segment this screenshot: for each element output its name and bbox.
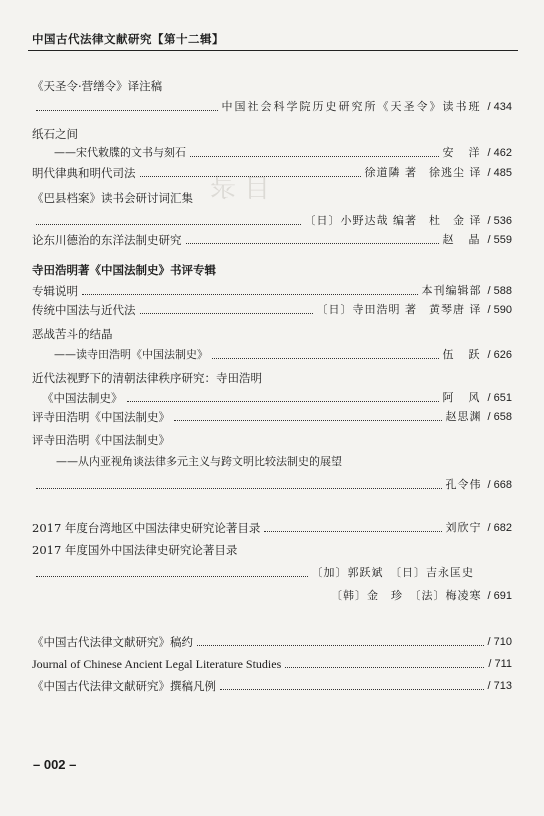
dot-leader [190,156,439,157]
toc-entry-author: 本刊编辑部 [421,284,482,297]
toc-entry-title: 《中国古代法律文献研究》撰稿凡例 [32,679,216,693]
toc-entry-title: 《天圣令·营缮令》译注稿 [32,79,163,93]
toc-entry-line [32,520,512,536]
toc-entry-line [32,347,512,363]
toc-entry-line [32,145,512,161]
toc-entry-page: / 658 [487,411,512,423]
toc-entry-line [32,302,512,318]
toc-entry-page: / 713 [487,680,512,692]
dot-leader [212,358,439,359]
dot-leader [36,576,308,577]
dot-leader [140,313,313,314]
toc-entry-subtitle: ——从内亚视角谈法律多元主义与跨文明比较法制史的展望 [56,455,342,468]
toc-entry-page: / 462 [487,147,512,159]
toc-entry-line [32,390,512,406]
toc-entry-author: 孔令伟 [445,478,482,491]
dot-leader [127,401,439,402]
header-rule [28,50,518,51]
toc-entry-author: 安 洋 [442,146,482,159]
toc-entry-line [32,283,512,299]
dot-leader [36,224,301,225]
bleed-through-text: 目 录 [210,174,271,204]
toc-entry-page: / 668 [487,479,512,491]
dot-leader [174,420,442,421]
dot-leader [285,667,484,668]
dot-leader [264,531,441,532]
toc-entry-line [32,99,512,115]
toc-entry-title: 《中国古代法律文献研究》稿约 [32,635,193,649]
toc-entry-author: 〔加〕郭跃斌 〔日〕吉永匡史 [311,566,474,579]
toc-entry-line [32,165,512,181]
toc-entry-page: / 559 [487,234,512,246]
section-heading: 寺田浩明著《中国法制史》书评专辑 [32,263,216,277]
page-number: – 002 – [33,757,77,772]
toc-entry-line [32,656,512,672]
toc-entry-page: / 588 [487,285,512,297]
toc-entry-page: / 682 [487,522,512,534]
toc-entry-page: / 651 [487,392,512,404]
toc-entry-author: 刘欣宁 [445,521,482,534]
toc-entry-title: 论东川德治的东洋法制史研究 [32,233,182,247]
toc-entry-title: 2017 年度国外中国法律史研究论著目录 [32,543,238,557]
toc-entry-title: Journal of Chinese Ancient Legal Literature Studies [32,657,282,671]
toc-entry-page: / 485 [487,167,512,179]
dot-leader [140,176,361,177]
toc-entry-author: 〔日〕小野达哉 编著 杜 金 译 [304,214,482,227]
toc-entry-author: 中国社会科学院历史研究所《天圣令》读书班 [221,100,482,113]
toc-entry-author: 赵 晶 [442,233,482,246]
toc-entry-title: 纸石之间 [32,127,78,141]
toc-entry-line [32,678,512,694]
toc-entry-page: / 710 [487,636,512,648]
toc-entry-title: 2017 年度台湾地区中国法律史研究论著目录 [32,521,261,535]
dot-leader [197,645,484,646]
toc-entry-title: 《巴县档案》读书会研讨词汇集 [32,191,193,205]
toc-entry-author: 〔韩〕金 珍 〔法〕梅凌寒 [331,589,482,602]
toc-entry-line [32,565,512,581]
toc-entry-page: / 691 [487,590,512,602]
toc-entry-author: 〔日〕寺田浩明 著 黄琴唐 译 [316,303,482,316]
toc-entry-title: 明代律典和明代司法 [32,166,136,180]
toc-entry-author: 阿 风 [442,391,482,404]
running-header: 中国古代法律文献研究【第十二辑】 [32,32,224,46]
toc-entry-line [32,634,512,650]
toc-entry-page: / 590 [487,304,512,316]
toc-entry-line [32,477,512,493]
dot-leader [36,110,218,111]
toc-entry-page: / 626 [487,349,512,361]
toc-entry-title-cont: 《中国法制史》 [42,391,123,405]
toc-entry-title: 恶战苦斗的结晶 [32,327,113,341]
toc-entry-author: 徐道隣 著 徐逃尘 译 [364,166,482,179]
toc-entry-author: 赵思渊 [445,410,482,423]
dot-leader [82,294,418,295]
toc-entry-title: 近代法视野下的清朝法律秩序研究：寺田浩明 [32,371,262,385]
dot-leader [36,488,442,489]
toc-entry-line [32,588,512,604]
toc-entry-page: / 711 [488,658,512,670]
toc-entry-title: 传统中国法与近代法 [32,303,136,317]
dot-leader [186,243,439,244]
dot-leader [220,689,484,690]
toc-entry-line [32,409,512,425]
toc-entry-author: 伍 跃 [442,348,482,361]
toc-entry-page: / 434 [487,101,512,113]
toc-entry-subtitle: ——读寺田浩明《中国法制史》 [54,348,208,361]
toc-entry-title: 评寺田浩明《中国法制史》 [32,410,170,424]
toc-entry-line [32,232,512,248]
toc-entry-page: / 536 [487,215,512,227]
toc-entry-title: 评寺田浩明《中国法制史》 [32,433,170,447]
toc-entry-title: 专辑说明 [32,284,78,298]
toc-entry-line [32,213,512,229]
toc-entry-subtitle: ——宋代敕牒的文书与刻石 [54,146,186,159]
